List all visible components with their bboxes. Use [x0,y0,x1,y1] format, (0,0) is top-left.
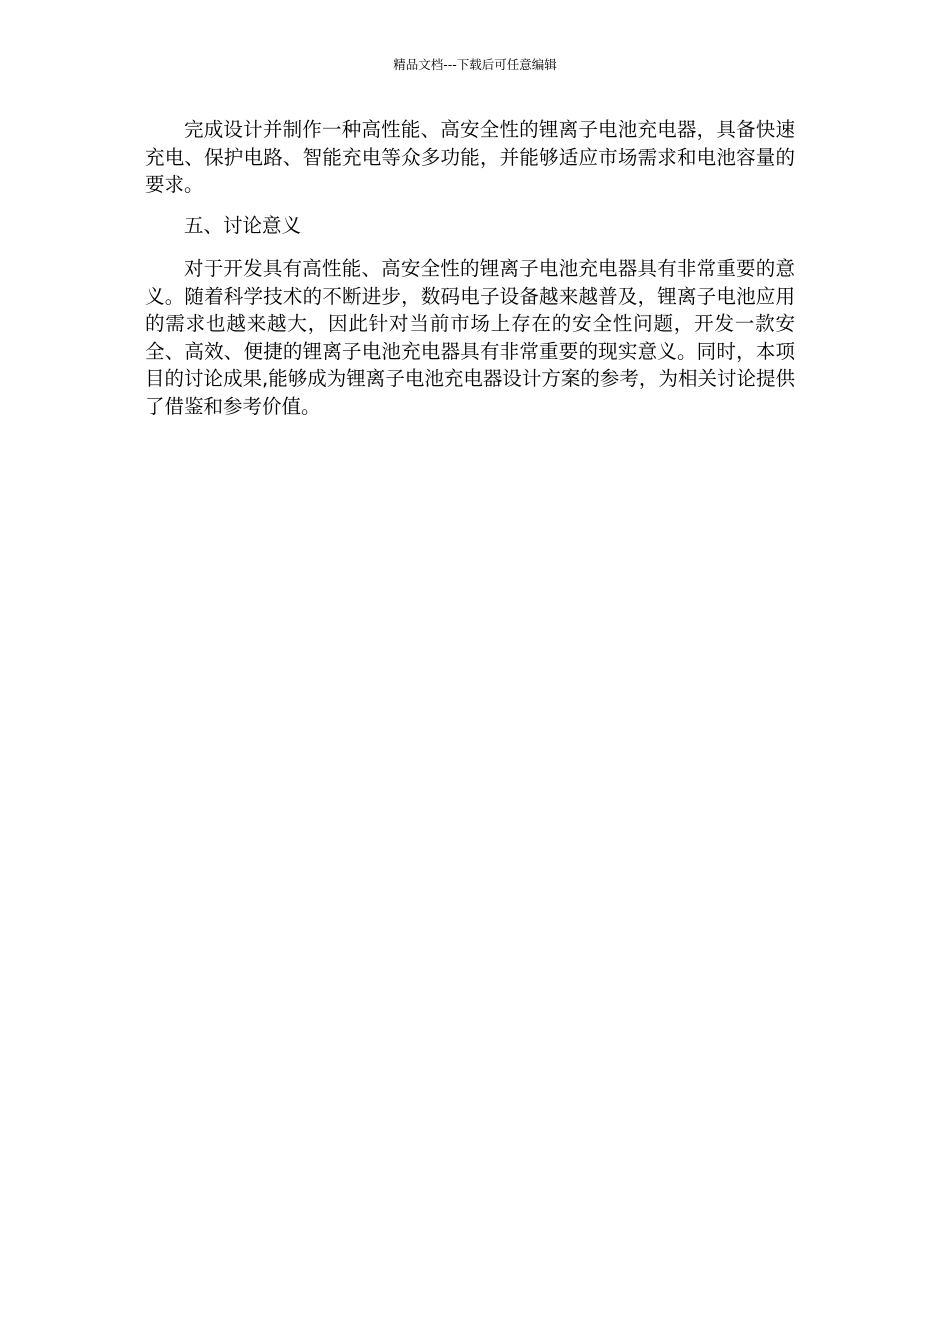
page-header: 精品文档---下载后可任意编辑 [393,57,557,72]
paragraph-design-goal: 完成设计并制作一种高性能、高安全性的锂离子电池充电器，具备快速充电、保护电路、智能充电等众多功能，并能够适应市场需求和电池容量的要求。 [145,118,795,196]
section-heading-significance: 五、讨论意义 [184,213,302,237]
paragraph-significance: 对于开发具有高性能、高安全性的锂离子电池充电器具有非常重要的意义。随着科学技术的不断进步，数码电子设备越来越普及，锂离子电池应用的需求也越来越大，因此针对当前市场上存在的安全性问题，开发一款安全、高效、便捷的锂离子电池充电器具有非常重要的现实意义。同时，本项目的讨论成果,能够成为锂离子电池充电器设计方案的参考，为相关讨论提供了借鉴和参考价值。 [145,257,795,418]
document-body [145,116,795,420]
